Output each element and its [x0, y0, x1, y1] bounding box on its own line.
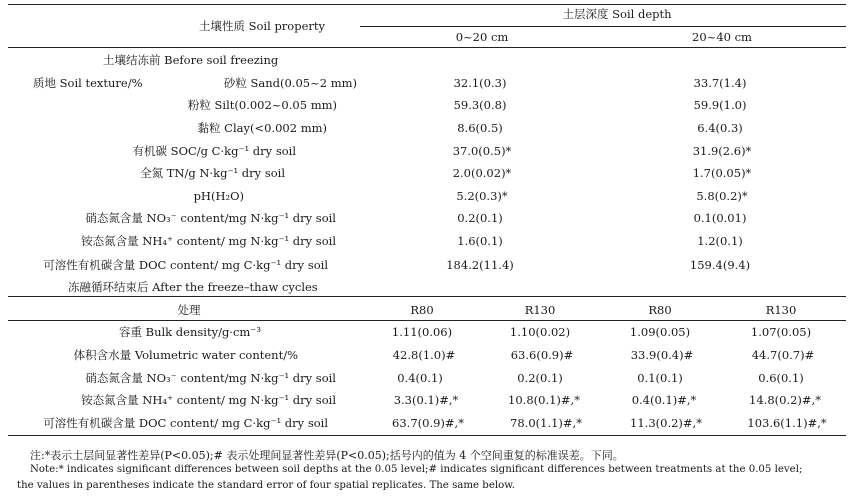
texture-label: 质地 Soil texture/% — [33, 76, 143, 90]
row-value: 59.9(1.0) — [693, 98, 747, 112]
row-value: 11.3(0.2)#,* — [630, 416, 702, 430]
row-label: 硝态氮含量 NO₃⁻ content/mg N·kg⁻¹ dry soil — [85, 211, 336, 225]
header-depth-20-40: 20~40 cm — [692, 30, 752, 44]
section-after: 冻融循环结束后 After the freeze–thaw cycles — [68, 280, 318, 294]
treatment-r80-a: R80 — [410, 303, 434, 317]
row-value: 1.6(0.1) — [457, 234, 503, 248]
row-value: 44.7(0.7)# — [751, 348, 815, 362]
treatment-rule-top — [8, 296, 846, 297]
table-top-rule — [8, 4, 846, 5]
row-value: 0.6(0.1) — [758, 371, 804, 385]
treatment-label: 处理 — [177, 303, 201, 317]
row-value: 8.6(0.5) — [457, 121, 503, 135]
row-label: 容重 Bulk density/g·cm⁻³ — [118, 325, 261, 339]
header-property: 土壤性质 Soil property — [198, 19, 326, 33]
row-label: 铵态氮含量 NH₄⁺ content/ mg N·kg⁻¹ dry soil — [81, 234, 336, 248]
row-value: 6.4(0.3) — [697, 121, 743, 135]
row-value: 1.09(0.05) — [629, 325, 691, 339]
header-depth-0-20: 0~20 cm — [455, 30, 509, 44]
row-value: 63.7(0.9)#,* — [392, 416, 464, 430]
row-label: 砂粒 Sand(0.05~2 mm) — [223, 76, 357, 90]
row-label: 粉粒 Silt(0.002~0.05 mm) — [187, 98, 337, 112]
row-value: 103.6(1.1)#,* — [747, 416, 827, 430]
treatment-r130-b: R130 — [765, 303, 797, 317]
row-value: 5.8(0.2)* — [696, 189, 748, 203]
row-value: 0.1(0.01) — [693, 211, 747, 225]
header-bottom-rule — [8, 47, 846, 48]
row-value: 5.2(0.3)* — [456, 189, 508, 203]
row-value: 33.7(1.4) — [693, 76, 747, 90]
header-depth: 土层深度 Soil depth — [562, 7, 672, 21]
row-value: 2.0(0.02)* — [452, 166, 512, 180]
row-value: 0.2(0.1) — [457, 211, 503, 225]
row-label: 全氮 TN/g N·kg⁻¹ dry soil — [140, 166, 285, 180]
row-value: 1.07(0.05) — [750, 325, 812, 339]
row-value: 0.1(0.1) — [637, 371, 683, 385]
note-english-line2: the values in parentheses indicate the standard error of four spatial replicates. The same below. — [17, 480, 515, 491]
row-label: 铵态氮含量 NH₄⁺ content/ mg N·kg⁻¹ dry soil — [81, 393, 336, 407]
header-sub-rule — [360, 26, 846, 27]
treatment-rule-bottom — [8, 320, 846, 321]
row-value: 31.9(2.6)* — [692, 144, 752, 158]
treatment-r130-a: R130 — [524, 303, 556, 317]
row-label: 有机碳 SOC/g C·kg⁻¹ dry soil — [132, 144, 296, 158]
note-english-line1: Note:* indicates significant differences between soil depths at the 0.05 level;# indicates significant differences between treatments at the 0.05 level; — [30, 464, 803, 475]
row-value: 33.9(0.4)# — [630, 348, 694, 362]
row-value: 63.6(0.9)# — [510, 348, 574, 362]
row-value: 0.4(0.1) — [397, 371, 443, 385]
row-label: 黏粒 Clay(<0.002 mm) — [197, 121, 327, 135]
note-chinese: 注:*表示土层间显著性差异(P<0.05);# 表示处理间显著性差异(P<0.05);括号内的值为 4 个空间重复的标准误差。下同。 — [30, 449, 624, 462]
row-value: 1.10(0.02) — [509, 325, 571, 339]
row-label: pH(H₂O) — [193, 189, 244, 203]
row-value: 1.2(0.1) — [697, 234, 743, 248]
row-value: 37.0(0.5)* — [452, 144, 512, 158]
row-value: 1.7(0.05)* — [692, 166, 752, 180]
row-value: 0.4(0.1)#,* — [631, 393, 697, 407]
row-value: 42.8(1.0)# — [392, 348, 456, 362]
row-value: 1.11(0.06) — [391, 325, 453, 339]
row-label: 可溶性有机碳含量 DOC content/ mg C·kg⁻¹ dry soil — [43, 416, 328, 430]
row-value: 0.2(0.1) — [517, 371, 563, 385]
row-value: 159.4(9.4) — [689, 258, 751, 272]
row-value: 10.8(0.1)#,* — [508, 393, 580, 407]
section-before: 土壤结冻前 Before soil freezing — [103, 53, 279, 67]
row-value: 14.8(0.2)#,* — [749, 393, 821, 407]
row-value: 59.3(0.8) — [453, 98, 507, 112]
row-value: 184.2(11.4) — [446, 258, 514, 272]
table-bottom-rule — [8, 435, 846, 436]
treatment-r80-b: R80 — [648, 303, 672, 317]
row-label: 可溶性有机碳含量 DOC content/ mg C·kg⁻¹ dry soil — [43, 258, 328, 272]
row-label: 硝态氮含量 NO₃⁻ content/mg N·kg⁻¹ dry soil — [85, 371, 336, 385]
row-value: 3.3(0.1)#,* — [393, 393, 459, 407]
row-value: 32.1(0.3) — [453, 76, 507, 90]
row-label: 体积含水量 Volumetric water content/% — [73, 348, 298, 362]
row-value: 78.0(1.1)#,* — [510, 416, 582, 430]
